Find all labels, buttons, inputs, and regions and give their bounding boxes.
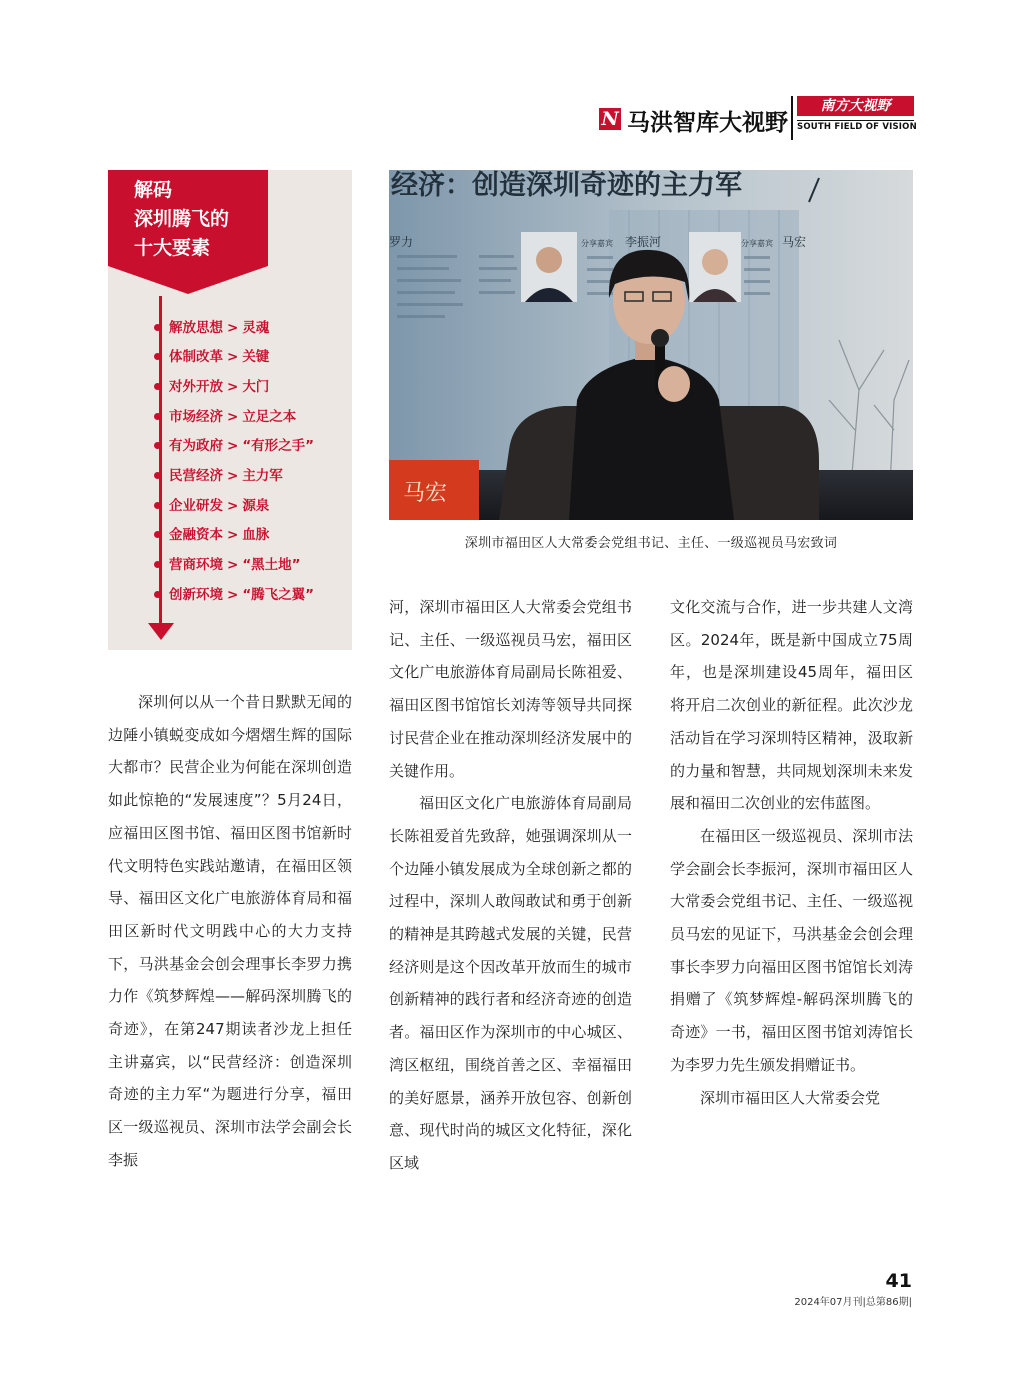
- title-line: 解码: [134, 179, 173, 201]
- paragraph: 在福田区一级巡视员、深圳市法学会副会长李振河，深圳市福田区人大常委会党组书记、主任、一级巡视员马宏的见证下，马洪基金会创会理事长李罗力向福田区图书馆馆长刘涛捐赠了《筑梦辉煌-解码深圳腾飞的奇迹》一书，福田区图书馆刘涛馆长为李罗力先生颁发捐赠证书。: [670, 826, 913, 1074]
- paragraph: 深圳何以从一个昔日默默无闻的边陲小镇蜕变成如今熠熠生辉的国际大都市？民营企业为何能在深圳创造如此惊艳的“发展速度”？5月24日，应福田区图书馆、福田区图书馆新时代文明特色实践站邀请，在福田区领导、福田区文化广电旅游体育局和福田区新时代文明践中心的大力支持下，马洪基金会创会理事长李罗力携力作《筑梦辉煌——解码深圳腾飞的奇迹》，在第247期读者沙龙上担任主讲嘉宾，以“民营经济：创造深圳奇迹的主力军“为题进行分享，福田区一级巡视员、深圳市法学会副会长李振: [108, 693, 352, 1169]
- masthead: [599, 96, 917, 142]
- bullet-dot-icon: [154, 531, 161, 538]
- bullet-dot-icon: [154, 502, 161, 509]
- list-item: 有为政府 > “有形之手”: [152, 434, 314, 454]
- article-column-1: [108, 686, 352, 1177]
- bullet-dot-icon: [154, 413, 161, 420]
- speaker2-name: 马宏: [782, 235, 807, 249]
- list-item: 营商环境 > “黑土地”: [152, 553, 301, 573]
- bullet-dot-icon: [154, 561, 161, 568]
- bullet-dot-icon: [154, 591, 161, 598]
- speaker1-name: 李振河: [625, 235, 662, 249]
- brand-logo: 南方大视野: [797, 96, 914, 116]
- banner-title: 经济：创造深圳奇迹的主力军: [391, 170, 742, 201]
- bullet-dot-icon: [154, 472, 161, 479]
- chevron-right-icon: >: [227, 587, 239, 603]
- chevron-right-icon: >: [227, 557, 239, 573]
- title-line: 深圳腾飞的: [134, 208, 230, 230]
- nameplate-text: 马宏: [403, 481, 448, 506]
- photo-illustration: [389, 170, 913, 520]
- list-item: 体制改革 > 关键: [152, 345, 269, 365]
- paragraph: 文化交流与合作，进一步共建人文湾区。2024年，既是新中国成立75周年，也是深圳建设45周年，福田区将开启二次创业的新征程。此次沙龙活动旨在学习深圳特区精神，汲取新的力量和智慧，共同规划深圳未来发展和福田二次创业的宏伟蓝图。: [670, 598, 913, 813]
- paragraph: 深圳市福田区人大常委会党: [700, 1088, 881, 1107]
- paragraph: 河，深圳市福田区人大常委会党组书记、主任、一级巡视员马宏，福田区文化广电旅游体育局副局长陈祖爱、福田区图书馆馆长刘涛等领导共同探讨民营企业在推动深圳经济发展中的关键作用。: [389, 598, 632, 780]
- chevron-right-icon: >: [227, 379, 239, 395]
- ten-elements-infographic: [108, 170, 352, 650]
- brand-english: SOUTH FIELD OF VISION: [797, 122, 917, 132]
- brand-rule: [797, 120, 914, 121]
- masthead-title: 马洪智库大视野: [627, 109, 788, 136]
- chevron-right-icon: >: [227, 409, 239, 425]
- bullet-dot-icon: [154, 442, 161, 449]
- article-column-3: [670, 591, 913, 1114]
- event-photo: [389, 170, 913, 520]
- article-column-2: [389, 591, 632, 1180]
- issue-info: 2024年07月刊|总第86期|: [794, 1297, 912, 1308]
- chevron-right-icon: >: [227, 320, 239, 336]
- list-item: 民营经济 > 主力军: [152, 464, 283, 484]
- bullet-dot-icon: [154, 353, 161, 360]
- page-number: 41: [885, 1270, 912, 1292]
- photo-caption: 深圳市福田区人大常委会党组书记、主任、一级巡视员马宏致词: [464, 536, 838, 551]
- infographic-title: [134, 176, 229, 263]
- chevron-right-icon: >: [227, 498, 239, 514]
- chevron-right-icon: >: [227, 468, 239, 484]
- list-item: 创新环境 > “腾飞之翼”: [152, 583, 314, 603]
- down-arrow-icon: [148, 623, 174, 640]
- title-line: 十大要素: [134, 237, 211, 259]
- list-item: 金融资本 > 血脉: [152, 523, 269, 543]
- n-logo-icon: N: [599, 108, 621, 130]
- list-item: 对外开放 > 大门: [152, 375, 269, 395]
- list-item: 企业研发 > 源泉: [152, 494, 269, 514]
- speaker1-label: 分享嘉宾: [581, 239, 613, 248]
- chevron-right-icon: >: [227, 438, 239, 454]
- paragraph: 福田区文化广电旅游体育局副局长陈祖爱首先致辞，她强调深圳从一个边陲小镇发展成为全球创新之都的过程中，深圳人敢闯敢试和勇于创新的精神是其跨越式发展的关键，民营经济则是这个因改革开放而生的城市创新精神的践行者和经济奇迹的创造者。福田区作为深圳市的中心城区、湾区枢纽，围绕首善之区、幸福福田的美好愿景，涵养开放包容、创新创意、现代时尚的城区文化特征，深化区域: [389, 794, 632, 1172]
- bullet-dot-icon: [154, 383, 161, 390]
- list-item: 市场经济 > 立足之本: [152, 405, 296, 425]
- speaker2-label: 分享嘉宾: [741, 239, 773, 248]
- chevron-right-icon: >: [227, 527, 239, 543]
- list-item: 解放思想 > 灵魂: [152, 316, 269, 336]
- banner-arrow-tail: [108, 266, 268, 294]
- masthead-divider: [791, 96, 793, 140]
- speaker0-name: 罗力: [389, 235, 414, 249]
- bullet-dot-icon: [154, 324, 161, 331]
- chevron-right-icon: >: [227, 349, 239, 365]
